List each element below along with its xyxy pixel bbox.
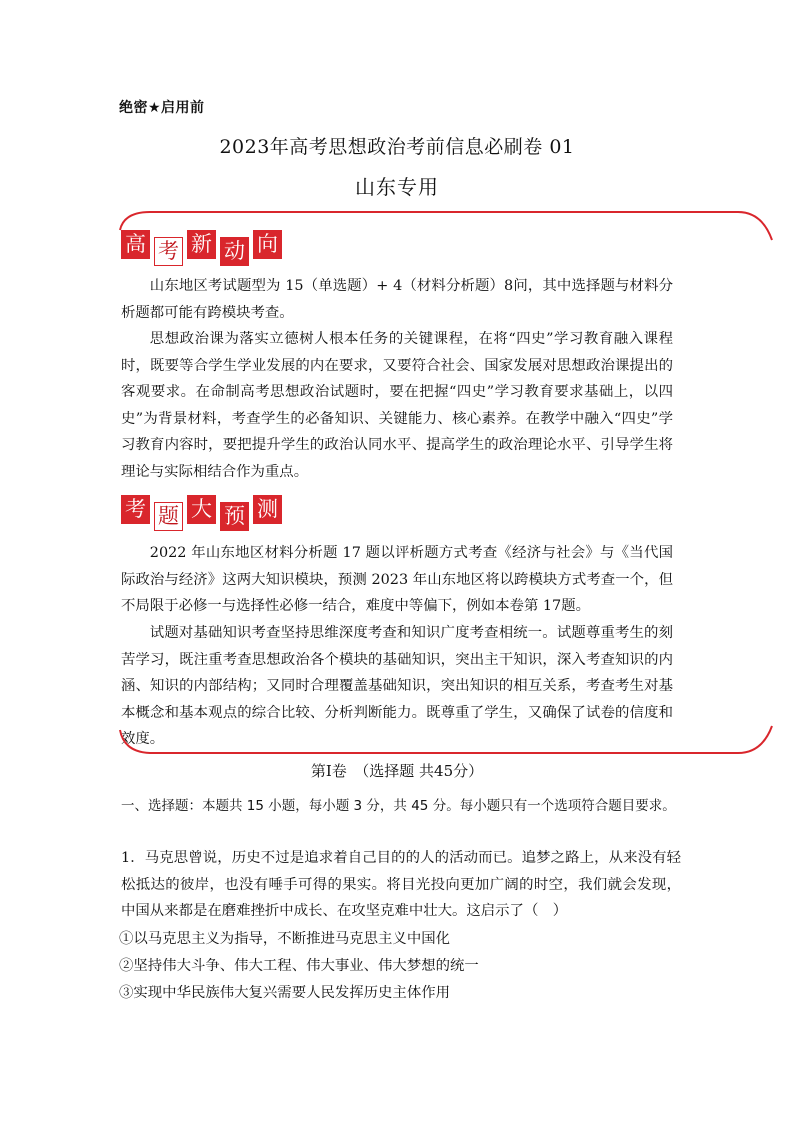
heading-badge-exam-prediction [121, 495, 286, 531]
badge-char: 大 [187, 495, 216, 524]
paragraph: 山东地区考试题型为 15（单选题）+ 4（材料分析题）8问，其中选择题与材料分析题都可能有跨模块考查。 [121, 278, 673, 321]
page-subtitle: 山东专用 [355, 175, 439, 199]
paragraph: 思想政治课为落实立德树人根本任务的关键课程，在将“四史”学习教育融入课程时，既要等合学生学业发展的内在要求，又要符合社会、国家发展对思想政治课提出的客观要求。在命制高考思想政治试题时，要在把握“四史”学习教育要求基础上，以四史”为背景材料，考查学生的必备知识、关键能力、核心素养。在教学中融入“四史”学习教育内容时，要把提升学生的政治认同水平、提高学生的政治理论水平、引导学生将理论与实际相结合作为重点。 [121, 331, 673, 480]
badge-char: 动 [220, 237, 249, 266]
badge-char: 预 [220, 502, 249, 531]
heading-badge-new-trends [121, 230, 286, 266]
question-option: ③实现中华民族伟大复兴需要人民发挥历史主体作用 [119, 985, 450, 1001]
paragraph: 试题对基础知识考查坚持思维深度考查和知识广度考查相统一。试题尊重考生的刻苦学习，既注重考查思想政治各个模块的基础知识，突出主干知识，深入考查知识的内涵、知识的内部结构；又同时合理覆盖基础知识，突出知识的相互关系，考查考生对基本概念和基本观点的综合比较、分析判断能力。既尊重了学生，又确保了试卷的信度和效度。 [121, 625, 673, 747]
frame-bottom-curve [110, 722, 775, 756]
badge-char: 高 [121, 230, 150, 259]
badge-char: 考 [121, 495, 150, 524]
question-option: ①以马克思主义为指导，不断推进马克思主义中国化 [119, 931, 450, 947]
badge-char: 题 [154, 502, 183, 531]
question-option: ②坚持伟大斗争、伟大工程、伟大事业、伟大梦想的统一 [119, 958, 479, 974]
badge-char: 考 [154, 237, 183, 266]
instruction: 一、选择题：本题共 15 小题，每小题 3 分，共 45 分。每小题只有一个选项符合题目要求。 [121, 798, 676, 814]
badge-char: 向 [253, 230, 282, 259]
badge-char: 测 [253, 495, 282, 524]
page-title: 2023年高考思想政治考前信息必刷卷 01 [219, 136, 575, 158]
section-heading: 第Ⅰ卷 （选择题 共45分） [310, 762, 484, 780]
paragraph: 2022 年山东地区材料分析题 17 题以评析题方式考查《经济与社会》与《当代国际政治与经济》这两大知识模块，预测 2023 年山东地区将以跨模块方式考查一个，但不局限于必修一与选择性必修一结合，难度中等偏下，例如本卷第 17题。 [121, 545, 673, 614]
badge-char: 新 [187, 230, 216, 259]
question-1: 1．马克思曾说，历史不过是追求着自己目的的人的活动而已。追梦之路上，从来没有轻松抵达的彼岸，也没有唾手可得的果实。将目光投向更加广阔的时空，我们就会发现，中国从来都是在磨难挫折中成长、在攻坚克难中壮大。这启示了（ ） [121, 850, 681, 919]
confidential-label: 绝密★启用前 [119, 100, 205, 116]
